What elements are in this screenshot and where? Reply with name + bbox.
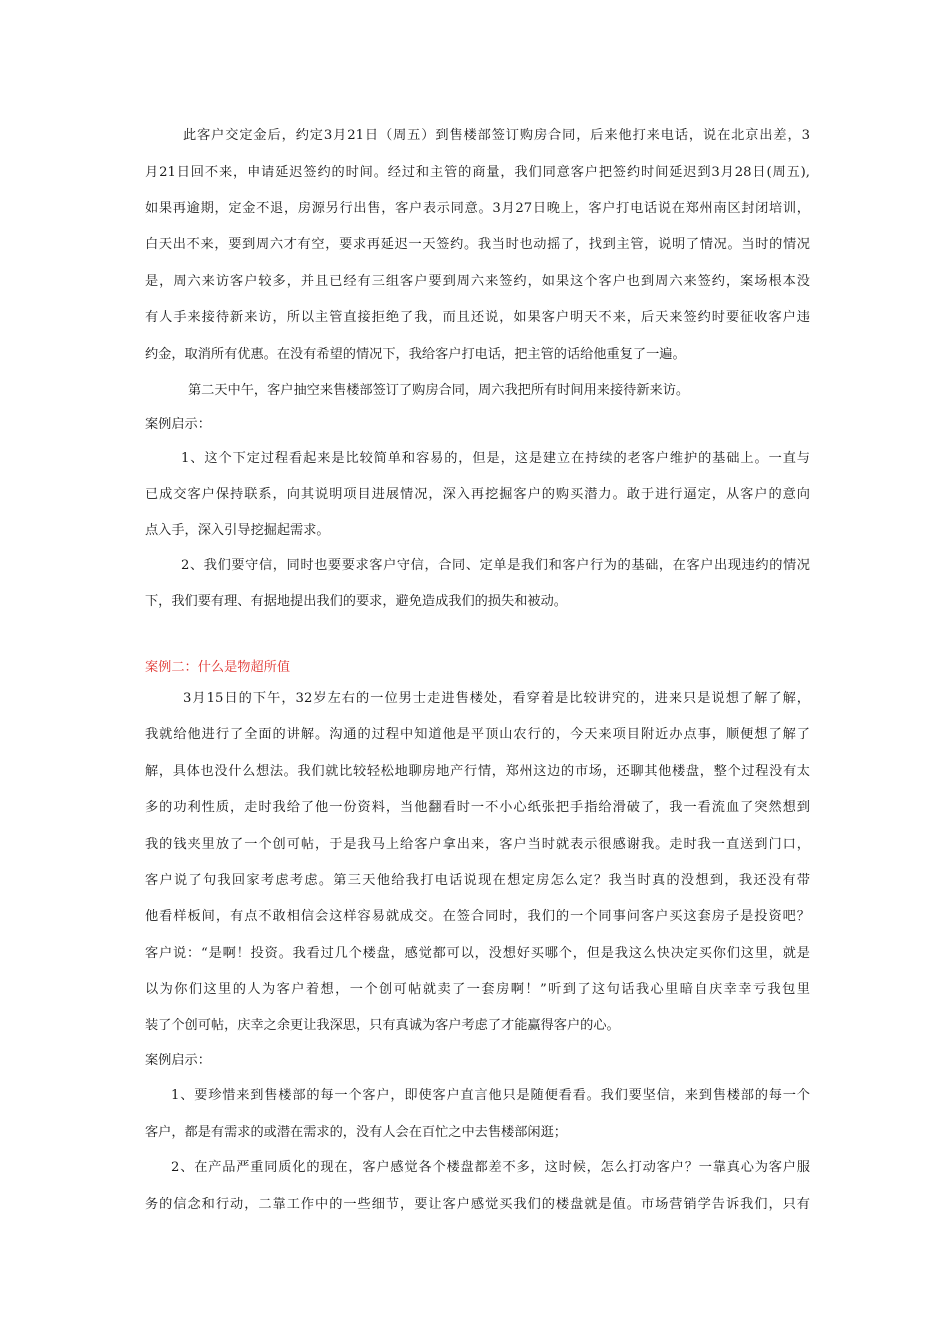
list-item-line: 2、在产品严重同质化的现在，客户感觉各个楼盘都差不多，这时候，怎么打动客户？一靠真心为客户服 [171,1160,810,1175]
list-item-line: 已成交客户保持联系，向其说明项目进展情况，深入再挖掘客户的购买潜力。敢于进行逼定，从客户的意向 [145,487,810,502]
list-item-line: 点入手，深入引导挖掘起需求。 [145,523,330,538]
section-label: 案例启示： [145,1053,211,1068]
paragraph-line: 解，具体也没什么想法。我们就比较轻松地聊房地产行情，郑州这边的市场，还聊其他楼盘，整个过程没有太 [145,764,810,779]
paragraph-line: 客户说了句我回家考虑考虑。第三天他给我打电话说现在想定房怎么定？我当时真的没想到，我还没有带 [145,873,810,888]
paragraph-line: 第二天中午，客户抽空来售楼部签订了购房合同，周六我把所有时间用来接待新来访。 [188,383,690,398]
paragraph-line: 我就给他进行了全面的讲解。沟通的过程中知道他是平顶山农行的，今天来项目附近办点事，顺便想了解了 [145,727,810,742]
case-heading: 案例二：什么是物超所值 [145,660,291,675]
list-item-line: 下，我们要有理、有据地提出我们的要求，避免造成我们的损失和被动。 [145,594,567,609]
paragraph-line: 3月15日的下午，32岁左右的一位男士走进售楼处，看穿着是比较讲究的，进来只是说想了解了解， [183,691,810,706]
paragraph-line: 月21日回不来，申请延迟签约的时间。经过和主管的商量，我们同意客户把签约时间延迟到3月28日(周五), [145,165,810,180]
list-item-line: 客户，都是有需求的或潜在需求的，没有人会在百忙之中去售楼部闲逛； [145,1125,567,1140]
paragraph-line: 此客户交定金后，约定3月21日（周五）到售楼部签订购房合同，后来他打来电话，说在北京出差，3 [183,128,810,143]
paragraph-line: 客户说：“是啊！投资。我看过几个楼盘，感觉都可以，没想好买哪个，但是我这么快决定买你们这里，就是 [145,946,810,961]
paragraph-line: 有人手来接待新来访，所以主管直接拒绝了我，而且还说，如果客户明天不来，后天来签约时要征收客户违 [145,310,810,325]
section-label: 案例启示： [145,417,211,432]
paragraph-line: 是，周六来访客户较多，并且已经有三组客户要到周六来签约，如果这个客户也到周六来签约，案场根本没 [145,274,810,289]
paragraph-line: 如果再逾期，定金不退，房源另行出售，客户表示同意。3月27日晚上，客户打电话说在郑州南区封闭培训， [145,201,810,216]
paragraph-line: 约金，取消所有优惠。在没有希望的情况下，我给客户打电话，把主管的话给他重复了一遍。 [145,347,686,362]
list-item-line: 1、要珍惜来到售楼部的每一个客户，即使客户直言他只是随便看看。我们要坚信，来到售楼部的每一个 [171,1088,810,1103]
paragraph-line: 白天出不来，要到周六才有空，要求再延迟一天签约。我当时也动摇了，找到主管，说明了情况。当时的情况 [145,237,810,252]
paragraph-line: 我的钱夹里放了一个创可帖，于是我马上给客户拿出来，客户当时就表示很感谢我。走时我一直送到门口， [145,837,810,852]
list-item-line: 2、我们要守信，同时也要要求客户守信，合同、定单是我们和客户行为的基础，在客户出现违约的情况 [181,558,810,573]
paragraph-line: 以为你们这里的人为客户着想，一个创可帖就卖了一套房啊！”听到了这句话我心里暗自庆幸幸亏我包里 [145,982,810,997]
paragraph-line: 装了个创可帖，庆幸之余更让我深思，只有真诚为客户考虑了才能赢得客户的心。 [145,1018,620,1033]
list-item-line: 务的信念和行动，二靠工作中的一些细节，要让客户感觉买我们的楼盘就是值。市场营销学告诉我们，只有 [145,1197,810,1212]
list-item-line: 1、这个下定过程看起来是比较简单和容易的，但是，这是建立在持续的老客户维护的基础上。一直与 [181,451,810,466]
paragraph-line: 多的功利性质，走时我给了他一份资料，当他翻看时一不小心纸张把手指给滑破了，我一看流血了突然想到 [145,800,810,815]
paragraph-line: 他看样板间，有点不敢相信会这样容易就成交。在签合同时，我们的一个同事问客户买这套房子是投资吧？ [145,909,810,924]
